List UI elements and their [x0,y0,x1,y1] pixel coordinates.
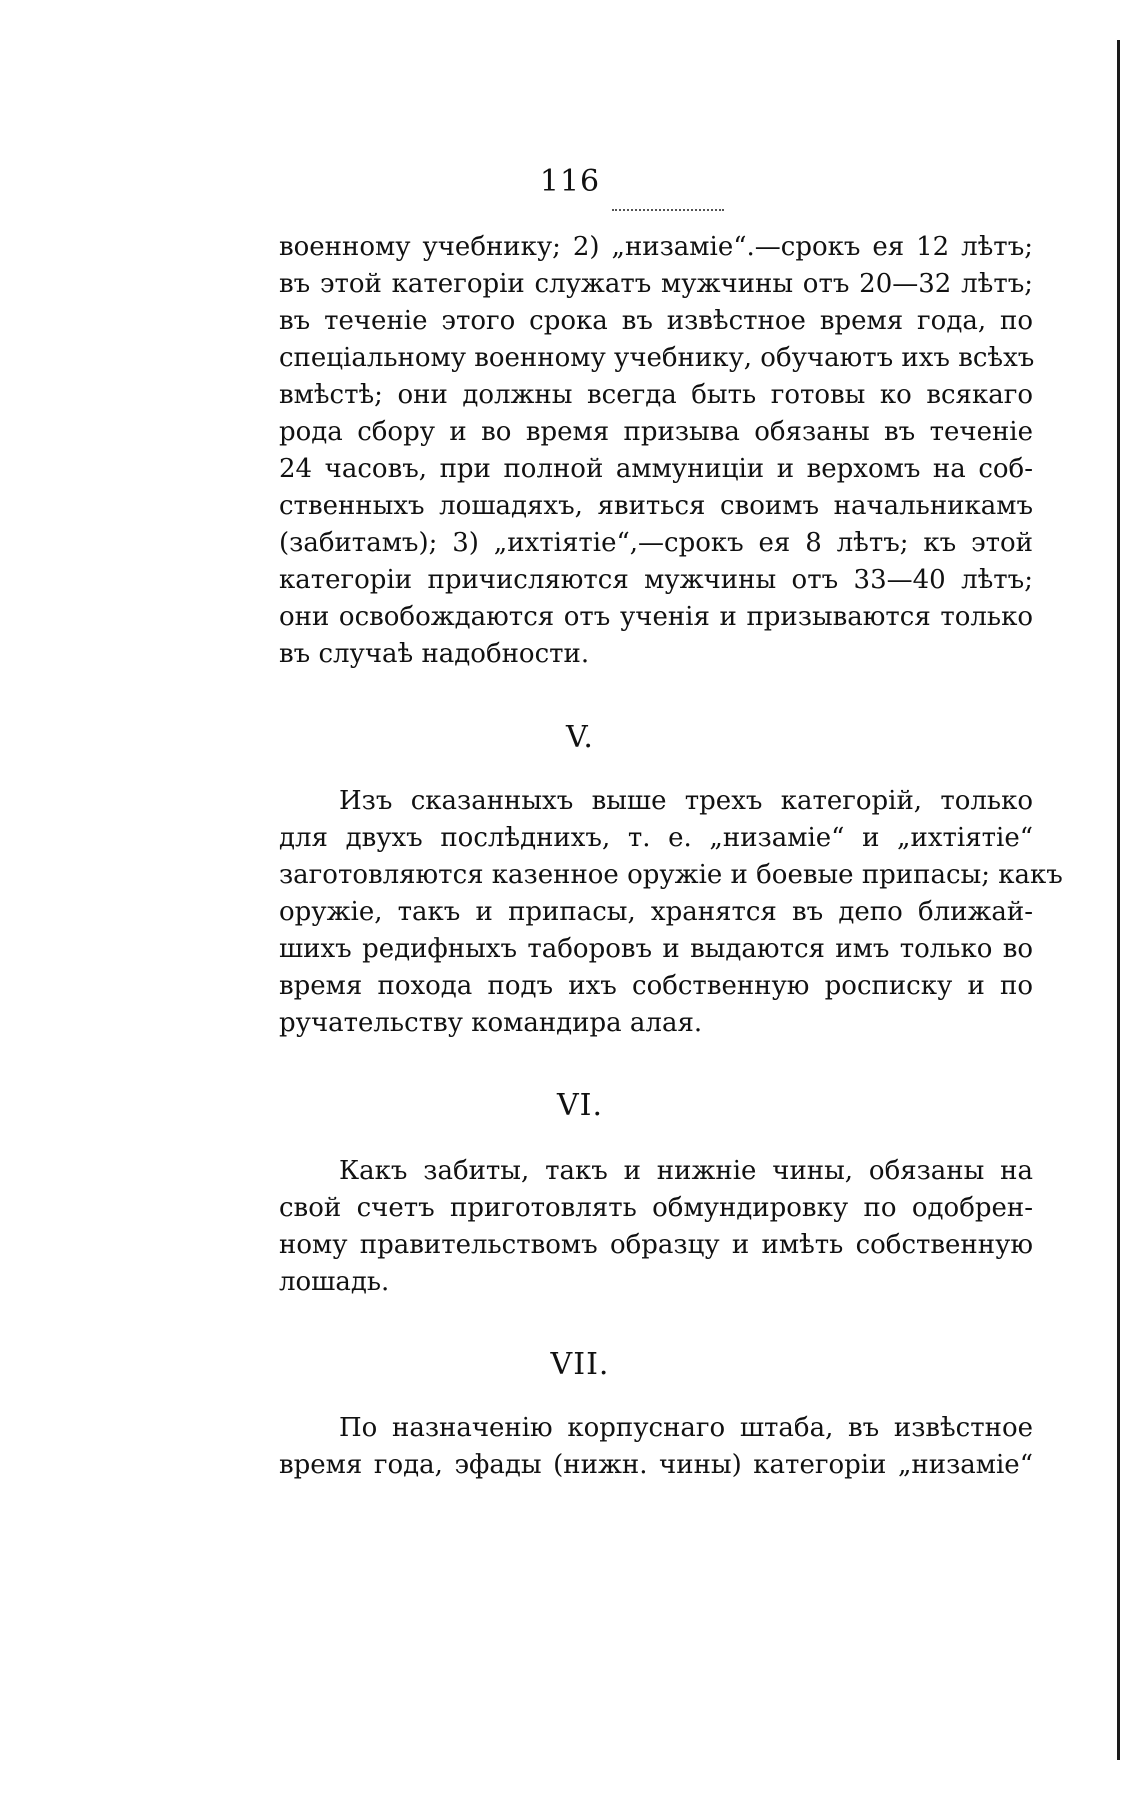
text-line: въ случаѣ надобности. [279,639,590,669]
text-line: военному учебнику; 2) „низаміе“.—срокъ ея 12 лѣтъ; [279,232,1033,262]
text-line: заготовляются казенное оружіе и боевые припасы; какъ [279,860,1063,890]
text-line: категоріи причисляются мужчины отъ 33—40 лѣтъ; [279,565,1033,595]
text-line: ственныхъ лошадяхъ, явиться своимъ начальникамъ [279,491,1033,521]
text-line: Какъ забиты, такъ и нижніе чины, обязаны на [339,1156,1033,1186]
section-heading-vi: VI. [556,1088,604,1123]
section-vi-paragraph [279,1153,1033,1301]
page-number: 116 [539,164,601,199]
text-line: для двухъ послѣднихъ, т. е. „низаміе“ и „ихтіятіе“ [279,823,1033,853]
paragraph-continued [279,229,1033,673]
section-vii-paragraph [279,1410,1033,1484]
text-line: время похода подъ ихъ собственную росписку и по [279,971,1033,1001]
text-line: спеціальному военному учебнику, обучаютъ ихъ всѣхъ [279,343,1035,373]
text-line: По назначенію корпуснаго штаба, въ извѣстное [339,1413,1033,1443]
text-line: рода сбору и во время призыва обязаны въ теченіе [279,417,1033,447]
text-line: въ этой категоріи служатъ мужчины отъ 20—32 лѣтъ; [279,269,1033,299]
text-line: Изъ сказанныхъ выше трехъ категорій, только [339,786,1033,816]
text-line: ручательству командира алая. [279,1008,703,1038]
text-line: оружіе, такъ и припасы, хранятся въ депо ближай- [279,897,1033,927]
text-line: они освобождаются отъ ученія и призываются только [279,602,1033,632]
text-line: (забитамъ); 3) „ихтіятіе“,—срокъ ея 8 лѣтъ; къ этой [279,528,1033,558]
section-heading-vii: VII. [550,1347,610,1382]
text-line: 24 часовъ, при полной аммуниціи и верхомъ на соб- [279,454,1033,484]
text-line: въ теченіе этого срока въ извѣстное время года, по [279,306,1033,336]
page-number-rule [612,206,724,211]
text-line: время года, эфады (нижн. чины) категоріи „низаміе“ [279,1450,1033,1480]
section-v-paragraph [279,783,1063,1042]
text-line: свой счетъ приготовлять обмундировку по одобрен- [279,1193,1033,1223]
page-edge-line [1117,40,1120,1760]
text-line: шихъ редифныхъ таборовъ и выдаются имъ только во [279,934,1033,964]
text-line: лошадь. [279,1267,390,1297]
text-line: вмѣстѣ; они должны всегда быть готовы ко всякаго [279,380,1033,410]
section-heading-v: V. [566,720,594,755]
text-line: ному правительствомъ образцу и имѣть собственную [279,1230,1033,1260]
